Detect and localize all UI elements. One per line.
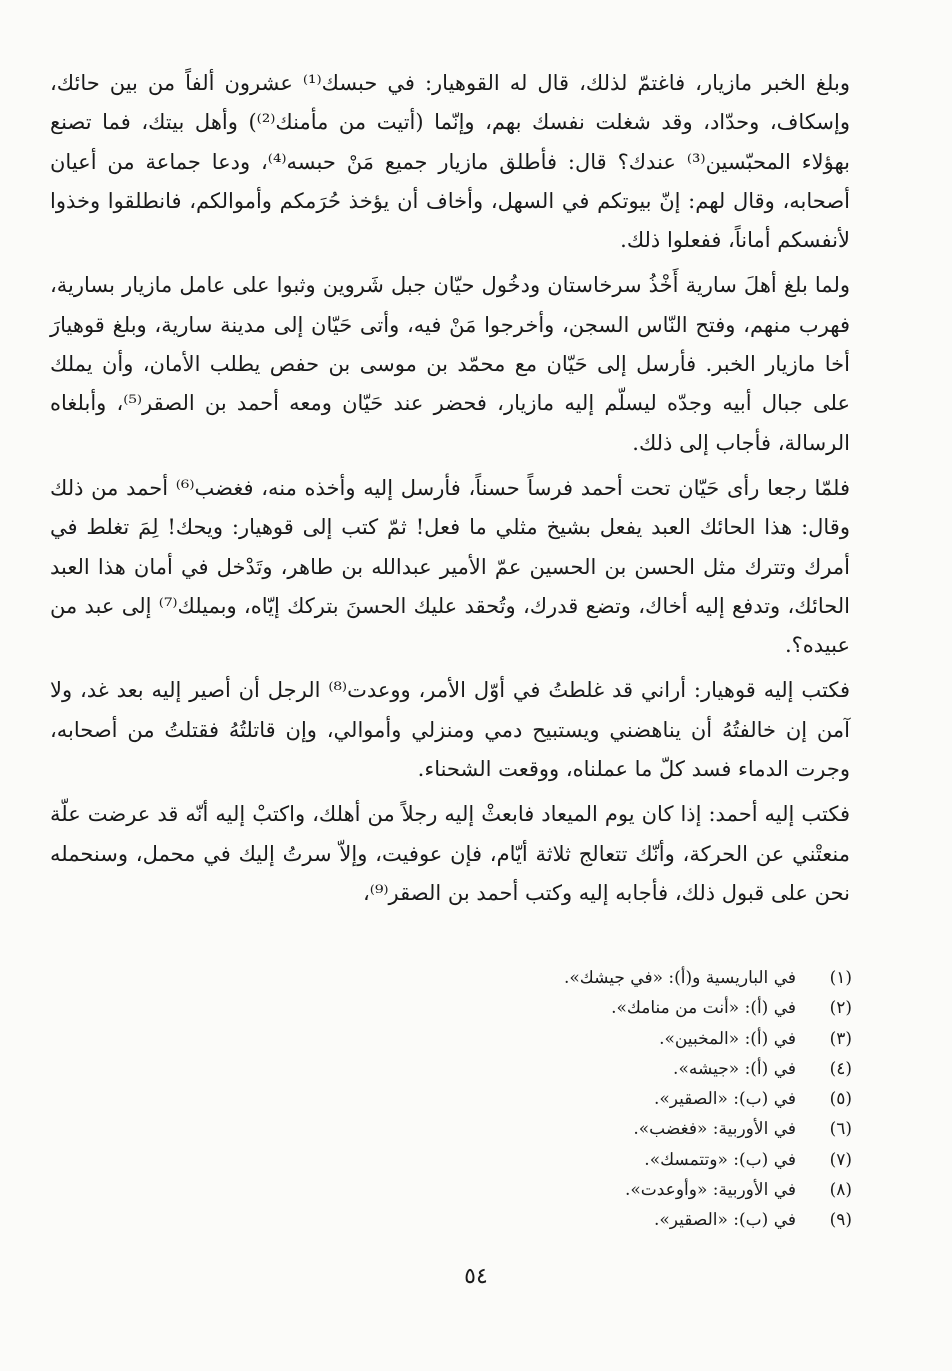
footnote-number: (٥) — [829, 1089, 852, 1110]
footnote-item — [420, 1089, 852, 1119]
main-text — [50, 64, 850, 919]
footnote-item — [420, 1029, 852, 1059]
footnote-number: (٨) — [829, 1180, 852, 1201]
footnote-text: في الأوربية: «وأوعدت». — [624, 1180, 796, 1201]
footnote-item — [420, 1059, 852, 1089]
paragraph: فلمّا رجعا رأى حَيّان تحت أحمد فرساً حسناً، فأرسل إليه وأخذه منه، فغضب⁽⁶⁾ أحمد من ذلك وقال: هذا الحائك العبد يفعل بشيخ مثلي ما فعل! ثمّ كتب إلى قوهيار: ويحك! لِمَ تغلط في أمرك وتترك مثل الحسن بن الحسين عمّ الأمير عبدالله بن طاهر، وتَدْخل في أمان هذا العبد الحائك، وتدفع إليه أخاك، وتضع قدرك، وتُحقد عليك الحسنَ بتركك إيّاه، وبميلك⁽⁷⁾ إلى عبد من عبيده؟. — [50, 475, 851, 658]
footnotes — [420, 968, 852, 1241]
paragraph: فكتب إليه أحمد: إذا كان يوم الميعاد فابعثْ إليه رجلاً من أهلك، واكتبْ إليه أنّه قد عرضت علّة منعتْني عن الحركة، وأنّك تتعالج ثلاثة أيّام، فإن عوفيت، وإلاّ سرتُ إليك في محمل، وسنحمله نحن على قبول ذلك، فأجابه إليه وكتب أحمد بن الصقر⁽⁹⁾، — [50, 802, 850, 905]
paragraph: وبلغ الخبر مازيار، فاغتمّ لذلك، قال له القوهيار: في حبسك⁽¹⁾ عشرون ألفاً من بين حائك، وإسكاف، وحدّاد، وقد شغلت نفسك بهم، وإنّما (أتيت من مأمنك⁽²⁾) وأهل بيتك، فما تصنع بهؤلاء المحبّسين⁽³⁾ عندك؟ قال: فأطلق مازيار جميع مَنْ حبسه⁽⁴⁾، ودعا جماعة من أعيان أصحابه، وقال لهم: إنّ بيوتكم في السهل، وأخاف أن يؤخذ حُرَمكم وأموالكم، فانطلقوا وخذوا لأنفسكم أماناً، ففعلوا ذلك. — [50, 71, 850, 253]
page-number: ٥٤ — [464, 1264, 488, 1289]
paragraph: فكتب إليه قوهيار: أراني قد غلطتُ في أوّل الأمر، ووعدت⁽⁸⁾ الرجل أن أصير إليه بعد غد، ولا آمن إن خالفتُهُ أن يناهضني ويستبيح دمي ومنزلي وأموالي، وإن قاتلتُهُ فقتلتُ من أصحابه، وجرت الدماء فسد كلّ ما عملناه، ووقعت الشحناء. — [50, 678, 850, 782]
footnote-text: في (ب): «الصقير». — [653, 1210, 796, 1231]
footnote-item — [420, 1210, 852, 1240]
footnote-text: في الباريسية و(أ): «في جيشك». — [563, 968, 796, 988]
footnote-text: في (أ): «المخبين». — [659, 1028, 796, 1049]
footnote-number: (٣) — [829, 1028, 852, 1049]
footnote-number: (٧) — [829, 1149, 852, 1170]
footnote-number: (٤) — [829, 1058, 852, 1079]
footnote-item — [420, 1119, 852, 1149]
footnote-number: (٩) — [829, 1210, 852, 1231]
footnote-number: (١) — [829, 968, 852, 988]
footnote-text: في (ب): «وتتمسك». — [644, 1149, 796, 1170]
footnote-item — [420, 968, 852, 998]
footnote-text: في (أ): «جيشه». — [673, 1058, 796, 1079]
footnote-item — [420, 1150, 852, 1180]
footnote-item — [420, 1180, 852, 1210]
footnote-text: في (أ): «أنت من منامك». — [611, 998, 796, 1019]
footnote-number: (٢) — [829, 998, 852, 1019]
paragraph: ولما بلغ أهلَ سارية أَخْذُ سرخاستان ودخُول حيّان جبل شَروين وثبوا على عامل مازيار بسارية، فهرب منهم، وفتح النّاس السجن، وأخرجوا مَنْ فيه، وأتى حَيّان إلى مدينة سارية، وبلغ قوهيارَ أخا مازيار الخبر. فأرسل إلى حَيّان مع محمّد بن موسى بن حفص يطلب الأمان، وأن يملك على جبال أبيه وجدّه ليسلّم إليه مازيار، فحضر عند حَيّان ومعه أحمد بن الصقر⁽⁵⁾، وأبلغاه الرسالة، فأجاب إلى ذلك. — [50, 273, 850, 455]
footnote-text: في (ب): «الصقير». — [653, 1089, 796, 1110]
footnote-text: في الأوربية: «فغضب». — [633, 1119, 796, 1140]
footnote-item — [420, 998, 852, 1028]
footnote-number: (٦) — [829, 1119, 852, 1140]
